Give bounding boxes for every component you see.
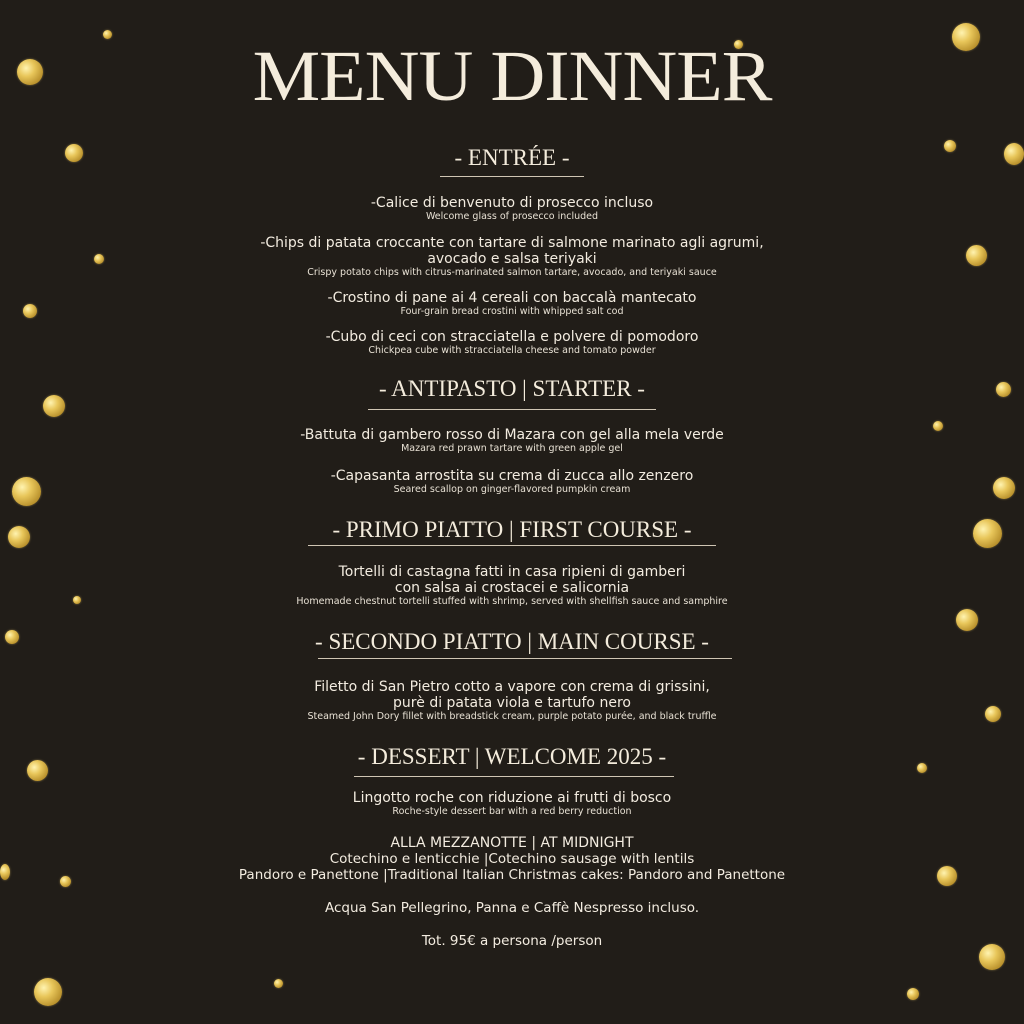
section-divider: [368, 409, 656, 410]
dish-italian: -Capasanta arrostita su crema di zucca allo zenzero: [330, 468, 694, 484]
section-primo-header: [0, 516, 1024, 544]
dish-english: Roche-style dessert bar with a red berry reduction: [392, 806, 632, 817]
gold-dot: [274, 979, 283, 988]
dish-italian: Lingotto roche con riduzione ai frutti di bosco: [352, 790, 672, 806]
section-secondo-header: [0, 628, 1024, 656]
section-divider: [440, 176, 584, 177]
menu-title: MENU DINNER: [252, 36, 772, 116]
menu-item: [0, 195, 1024, 222]
dish-english: Four-grain bread crostini with whipped salt cod: [400, 306, 624, 317]
dish-english: Welcome glass of prosecco included: [425, 211, 599, 222]
dish-italian: -Cubo di ceci con stracciatella e polvere di pomodoro: [325, 329, 699, 345]
dish-italian: Filetto di San Pietro cotto a vapore con crema di grissini,: [314, 679, 710, 695]
dish-english: Homemade chestnut tortelli stuffed with shrimp, served with shellfish sauce and samphire: [296, 596, 728, 607]
section-title: - PRIMO PIATTO | FIRST COURSE -: [332, 517, 692, 542]
menu-item: [0, 790, 1024, 817]
dish-italian: -Battuta di gambero rosso di Mazara con gel alla mela verde: [300, 427, 724, 443]
dish-english: Steamed John Dory fillet with breadstick cream, purple potato purée, and black truffle: [307, 711, 717, 722]
section-antipasto-header: [0, 375, 1024, 403]
menu-item: [0, 679, 1024, 722]
section-entree-header: [0, 144, 1024, 172]
midnight-heading: ALLA MEZZANOTTE | AT MIDNIGHT: [390, 835, 634, 851]
dish-italian-line2: con salsa ai crostacei e salicornia: [394, 580, 630, 596]
dish-italian: -Calice di benvenuto di prosecco incluso: [370, 195, 654, 211]
dish-italian: -Crostino di pane ai 4 cereali con baccalà mantecato: [327, 290, 697, 306]
section-title: - ANTIPASTO | STARTER -: [379, 376, 645, 401]
dish-english: Chickpea cube with stracciatella cheese and tomato powder: [368, 345, 656, 356]
dish-english: Crispy potato chips with citrus-marinated salmon tartare, avocado, and teriyaki sauce: [307, 267, 717, 278]
dish-italian: -Chips di patata croccante con tartare di salmone marinato agli agrumi,: [260, 235, 764, 251]
dish-italian-line2: purè di patata viola e tartufo nero: [393, 695, 631, 711]
menu-item: [0, 564, 1024, 607]
dish-english: Mazara red prawn tartare with green apple gel: [401, 443, 623, 454]
menu-item: [0, 235, 1024, 278]
gold-dot: [34, 978, 62, 1006]
dish-english: Seared scallop on ginger-flavored pumpkin cream: [393, 484, 631, 495]
midnight-block: [0, 835, 1024, 883]
section-title: - ENTRÉE -: [454, 145, 570, 170]
section-title: - DESSERT | WELCOME 2025 -: [357, 744, 667, 769]
section-divider: [354, 776, 674, 777]
section-divider: [318, 658, 732, 659]
midnight-line: Cotechino e lenticchie |Cotechino sausage with lentils: [329, 851, 695, 867]
menu-item: [0, 427, 1024, 454]
section-dessert-header: [0, 743, 1024, 771]
section-divider: [308, 545, 716, 546]
menu-item: [0, 329, 1024, 356]
drinks-text: Acqua San Pellegrino, Panna e Caffè Nespresso incluso.: [324, 900, 700, 916]
dish-italian-line2: avocado e salsa teriyaki: [427, 251, 597, 267]
section-title: - SECONDO PIATTO | MAIN COURSE -: [315, 629, 709, 654]
price-text: Tot. 95€ a persona /person: [421, 933, 603, 949]
menu-item: [0, 290, 1024, 317]
midnight-line: Pandoro e Panettone |Traditional Italian Christmas cakes: Pandoro and Panettone: [238, 867, 786, 883]
gold-dot: [907, 988, 919, 1000]
menu-item: [0, 468, 1024, 495]
price-note: [0, 933, 1024, 949]
dish-italian: Tortelli di castagna fatti in casa ripieni di gamberi: [338, 564, 686, 580]
drinks-note: [0, 900, 1024, 916]
